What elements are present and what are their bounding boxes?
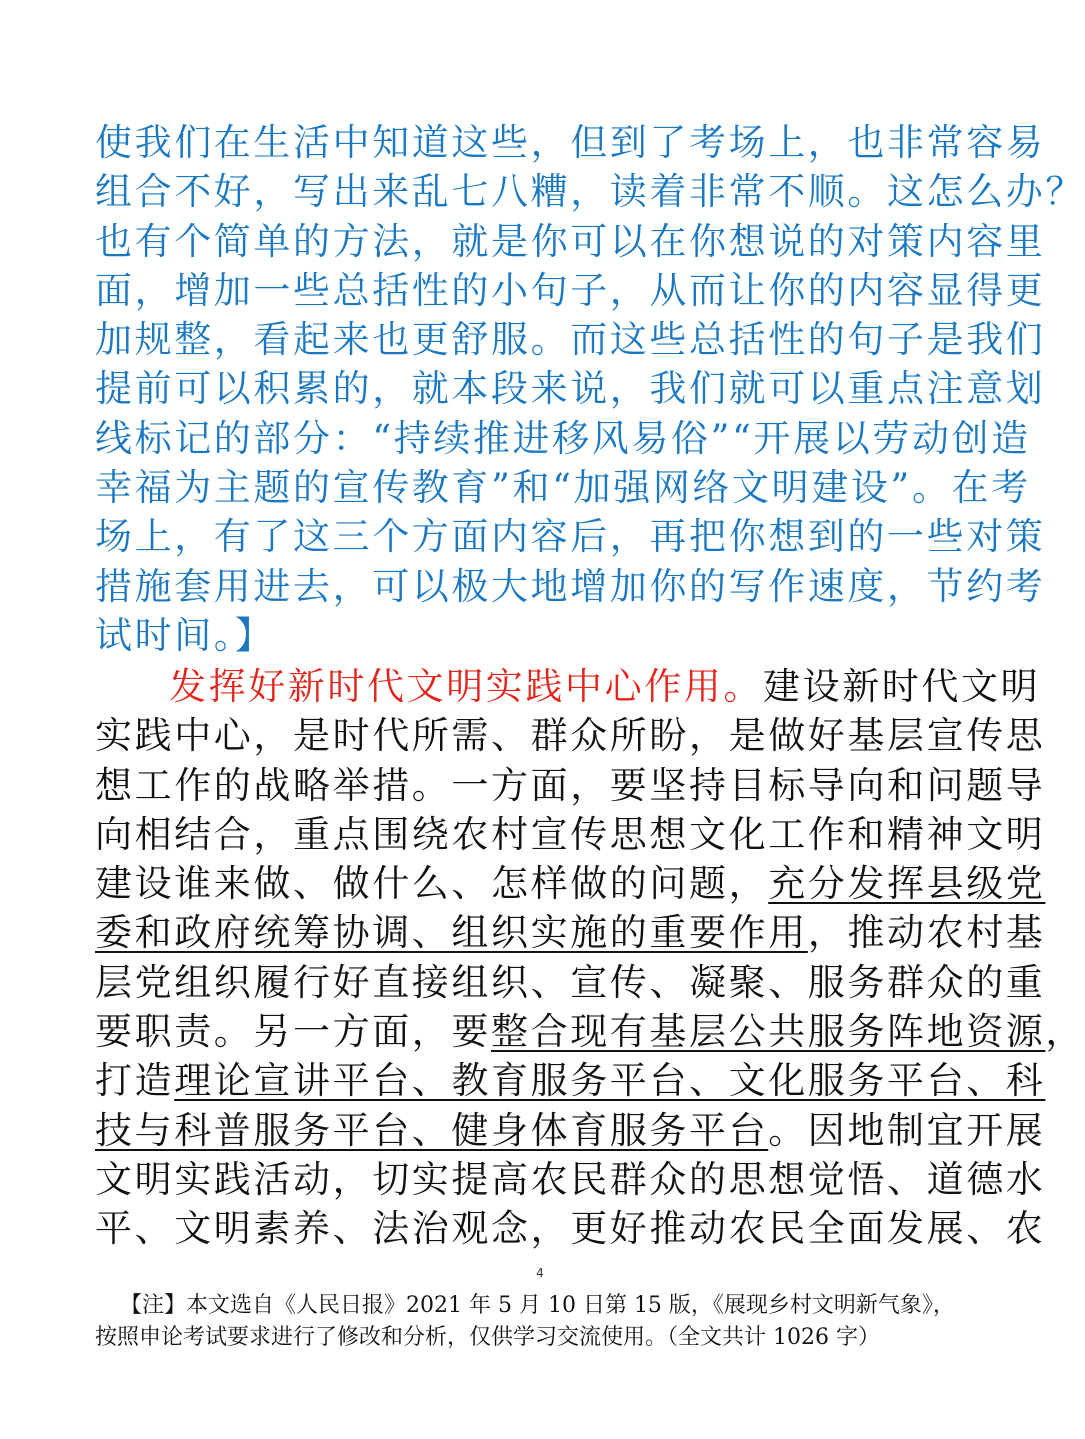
analysis-line: 提前可以积累的，就本段来说，我们就可以重点注意划 — [95, 367, 1046, 411]
analysis-line: 线标记的部分：“持续推进移风易俗”“开展以劳动创造 — [95, 416, 1031, 460]
page-number: 4 — [536, 1266, 544, 1280]
analysis-line: 组合不好，写出来乱七八糟，读着非常不顺。这怎么办？ — [95, 170, 1085, 214]
underlined-text: 技与科普服务平台、健身体育服务平台 — [95, 1108, 769, 1152]
main-line: 平、文明素养、法治观念，更好推动农民全面发展、农 — [95, 1207, 1046, 1251]
main-line — [95, 662, 1041, 711]
main-text: 建设谁来做、做什么、怎样做的问题， — [95, 862, 769, 906]
main-text: 打造 — [95, 1059, 175, 1103]
main-line: 实践中心，是时代所需、群众所盼，是做好基层宣传思 — [95, 714, 1046, 758]
main-text: 要职责。另一方面，要 — [95, 1010, 491, 1054]
footnote-line: 【注】本文选自《人民日报》2021 年 5 月 10 日第 15 版，《展现乡村文明新气象》， — [120, 1293, 955, 1318]
main-line — [95, 859, 1046, 908]
main-line: 层党组织履行好直接组织、宣传、凝聚、服务群众的重 — [95, 960, 1046, 1004]
main-line: 向相结合，重点围绕农村宣传思想文化工作和精神文明 — [95, 812, 1046, 856]
analysis-line: 加规整，看起来也更舒服。而这些总括性的句子是我们 — [95, 318, 1046, 362]
main-line — [95, 1106, 1046, 1155]
analysis-line: 使我们在生活中知道这些，但到了考场上，也非常容易 — [95, 121, 1046, 164]
main-line — [95, 1007, 1085, 1056]
analysis-line: 也有个简单的方法，就是你可以在你想说的对策内容里 — [95, 219, 1046, 263]
main-line: 文明实践活动，切实提高农民群众的思想觉悟、道德水 — [95, 1157, 1046, 1201]
analysis-line: 面，增加一些总括性的小句子，从而让你的内容显得更 — [95, 268, 1046, 312]
footnote-line: 按照申论考试要求进行了修改和分析，仅供学习交流使用。（全文共计 1026 字） — [95, 1325, 880, 1350]
main-line — [95, 908, 1046, 957]
section-heading: 发挥好新时代文明实践中心作用。 — [169, 665, 763, 708]
underlined-text: 充分发挥县级党 — [768, 862, 1046, 906]
analysis-line: 场上，有了这三个方面内容后，再把你想到的一些对策 — [95, 515, 1046, 559]
analysis-paragraph — [95, 118, 1085, 660]
analysis-line: 措施套用进去，可以极大地增加你的写作速度，节约考 — [95, 564, 1046, 608]
main-line: 想工作的战略举措。一方面，要坚持目标导向和问题导 — [95, 763, 1046, 807]
underlined-text: 整合现有基层公共服务阵地资源 — [491, 1010, 1046, 1054]
analysis-line: 幸福为主题的宣传教育”和“加强网络文明建设”。在考 — [95, 466, 1031, 510]
main-text: 建设新时代文明 — [763, 665, 1041, 708]
analysis-line: 试时间。】 — [95, 613, 275, 657]
main-line — [95, 1056, 1046, 1105]
underlined-text: 委和政府统筹协调、组织实施的重要作用 — [95, 911, 808, 955]
main-text: ， — [1045, 1010, 1085, 1054]
main-paragraph — [95, 662, 1085, 1254]
main-text: ，推动农村基 — [807, 911, 1046, 955]
footnote — [95, 1290, 990, 1354]
underlined-text: 理论宣讲平台、教育服务平台、文化服务平台、科 — [174, 1059, 1046, 1103]
main-text: 。因地制宜开展 — [768, 1108, 1046, 1152]
